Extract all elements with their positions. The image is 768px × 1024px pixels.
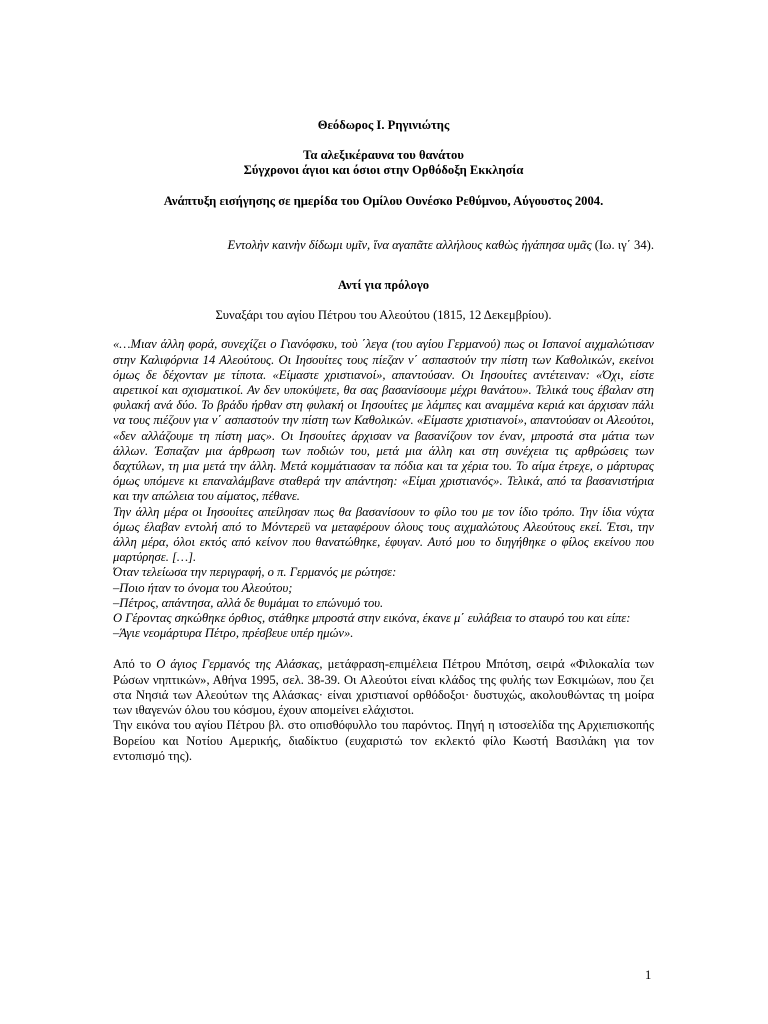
source-prefix: Από το <box>113 657 152 672</box>
document-title: Τα αλεξικέραυνα του θανάτου <box>303 148 464 163</box>
epigraph-text: Εντολὴν καινὴν δίδωμι υμῖν, ἵνα αγαπᾶτε αλλήλους καθὼς ἠγάπησα υμᾶς <box>227 237 592 252</box>
document-page <box>113 118 654 764</box>
section-heading: Αντί για πρόλογο <box>337 278 430 293</box>
source-rest: , μετάφραση-επιμέλεια Πέτρου Μπότση, σειρά «Φιλοκαλία των Ρώσων νηπτικών», Αθήνα 1995, σελ. 38-39. Οι Αλεούτοι είναι κλάδος της φυλής των Εσκιμώων, που ζει στα Νησιά των Αλεούτων της Αλάσκας· είναι χριστιανοί ορθόδοξοι· δυστυχώς, ακολουθώντας τη μοίρα των ιθαγενών όλου του κόσμου, έχουν απομείνει ελάχιστοι. <box>113 657 654 718</box>
source-paragraph <box>113 657 654 718</box>
author-name: Θεόδωρος Ι. Ρηγινιώτης <box>317 118 450 132</box>
quote-paragraph: –Άγιε νεομάρτυρα Πέτρο, πρέσβευε υπέρ ημών». <box>113 626 354 641</box>
synaxari-line: Συναξάρι του αγίου Πέτρου του Αλεούτου (1815, 12 Δεκεμβρίου). <box>215 308 552 323</box>
quote-block <box>113 337 654 641</box>
page-number: 1 <box>645 968 652 982</box>
epigraph <box>113 238 654 253</box>
document-title-line2: Σύγχρονοι άγιοι και όσιοι στην Ορθόδοξη Εκκλησία <box>243 163 524 178</box>
quote-paragraph: –Ποιο ήταν το όνομα του Αλεούτου; <box>113 580 293 595</box>
quote-paragraph: «…Μιαν άλλη φορά, συνεχίζει ο Γιανόφσκυ, τοὺ ΄λεγα (του αγίου Γερμανού) πως οι Ισπανοί αιχμαλώτισαν στην Καλιφόρνια 14 Αλεούτους. Οι Ιησουίτες τους πίεζαν ν΄ ασπαστούν την πίστη των Καθολικών, εκείνοι όμως δε δέχονταν με τίποτα. «Είμαστε χριστιανοί», απαντούσαν. Οι Ιησουίτες αντέτειναν: «Όχι, είστε αιρετικοί και σχισματικοί. Αν δεν υποκύψετε, θα σας βασανίσουμε μέχρι θανάτου». Τελικά τους έβαλαν στη φυλακή ανά δύο. Το βράδυ ήρθαν στη φυλακή οι Ιησουίτες με λάμπες και αναμμένα κεριά και άρχισαν πάλι να τους πιέζουν για ν΄ ασπαστούν την πίστη των Καθολικών. «Είμαστε χριστιανοί», απαντούσαν οι Αλεούτοι, «δεν αλλάζουμε τη πίστη μας». Οι Ιησουίτες άρχισαν να βασανίζουν τον έναν, μπροστά στα μάτια των άλλων. Έσπαζαν μια άρθρωση των ποδιών του, μετά μια άλλη και στη συνέχεια τις αρθρώσεις των δαχτύλων, τη μια μετά την άλλη. Μετά κομμάτιασαν τα πόδια και τα χέρια του. Το αίμα έτρεχε, ο μάρτυρας όμως υπόμενε κι επαναλάμβανε σταθερά την απάντηση: «Είμαι χριστιανός». Τελικά, από τα βασανιστήρια και την απώλεια του αίματος, πέθανε. <box>113 337 654 504</box>
body-text <box>113 657 654 763</box>
quote-paragraph: –Πέτρος, απάντησα, αλλά δε θυμάμαι το επώνυμό του. <box>113 595 384 610</box>
quote-paragraph: Όταν τελείωσα την περιγραφή, ο π. Γερμανός με ρώτησε: <box>113 565 397 580</box>
quote-paragraph: Ο Γέροντας σηκώθηκε όρθιος, στάθηκε μπροστά στην εικόνα, έκανε μ΄ ευλάβεια το σταυρό του και είπε: <box>113 611 631 626</box>
quote-paragraph: Την άλλη μέρα οι Ιησουίτες απείλησαν πως θα βασανίσουν το φίλο του με τον ίδιο τρόπο. Την ίδια νύχτα όμως έλαβαν εντολή από το Μόντερεϋ να μεταφέρουν όλους τους αιχμαλώτους Αλεούτους εκεί. Έτσι, την άλλη μέρα, όλοι εκτός από κείνον που θανατώθηκε, έφυγαν. Αυτό μου το διηγήθηκε ο φίλος εκείνου που μαρτύρησε. […]. <box>113 504 654 565</box>
epigraph-reference: (Ιω. ιγ΄ 34). <box>594 237 654 252</box>
image-note-paragraph: Την εικόνα του αγίου Πέτρου βλ. στο οπισθόφυλλο του παρόντος. Πηγή η ιστοσελίδα της Αρχιεπισκοπής Βορείου και Νοτίου Αμερικής, διαδίκτυο (ευχαριστώ τον εκλεκτό φίλο Κωστή Βασιλάκη για τον εντοπισμό της). <box>113 718 654 763</box>
book-title: Ο άγιος Γερμανός της Αλάσκας <box>156 657 320 672</box>
title-block <box>113 148 654 178</box>
document-subtitle: Ανάπτυξη εισήγησης σε ημερίδα του Ομίλου Ουνέσκο Ρεθύμνου, Αύγουστος 2004. <box>163 193 604 208</box>
